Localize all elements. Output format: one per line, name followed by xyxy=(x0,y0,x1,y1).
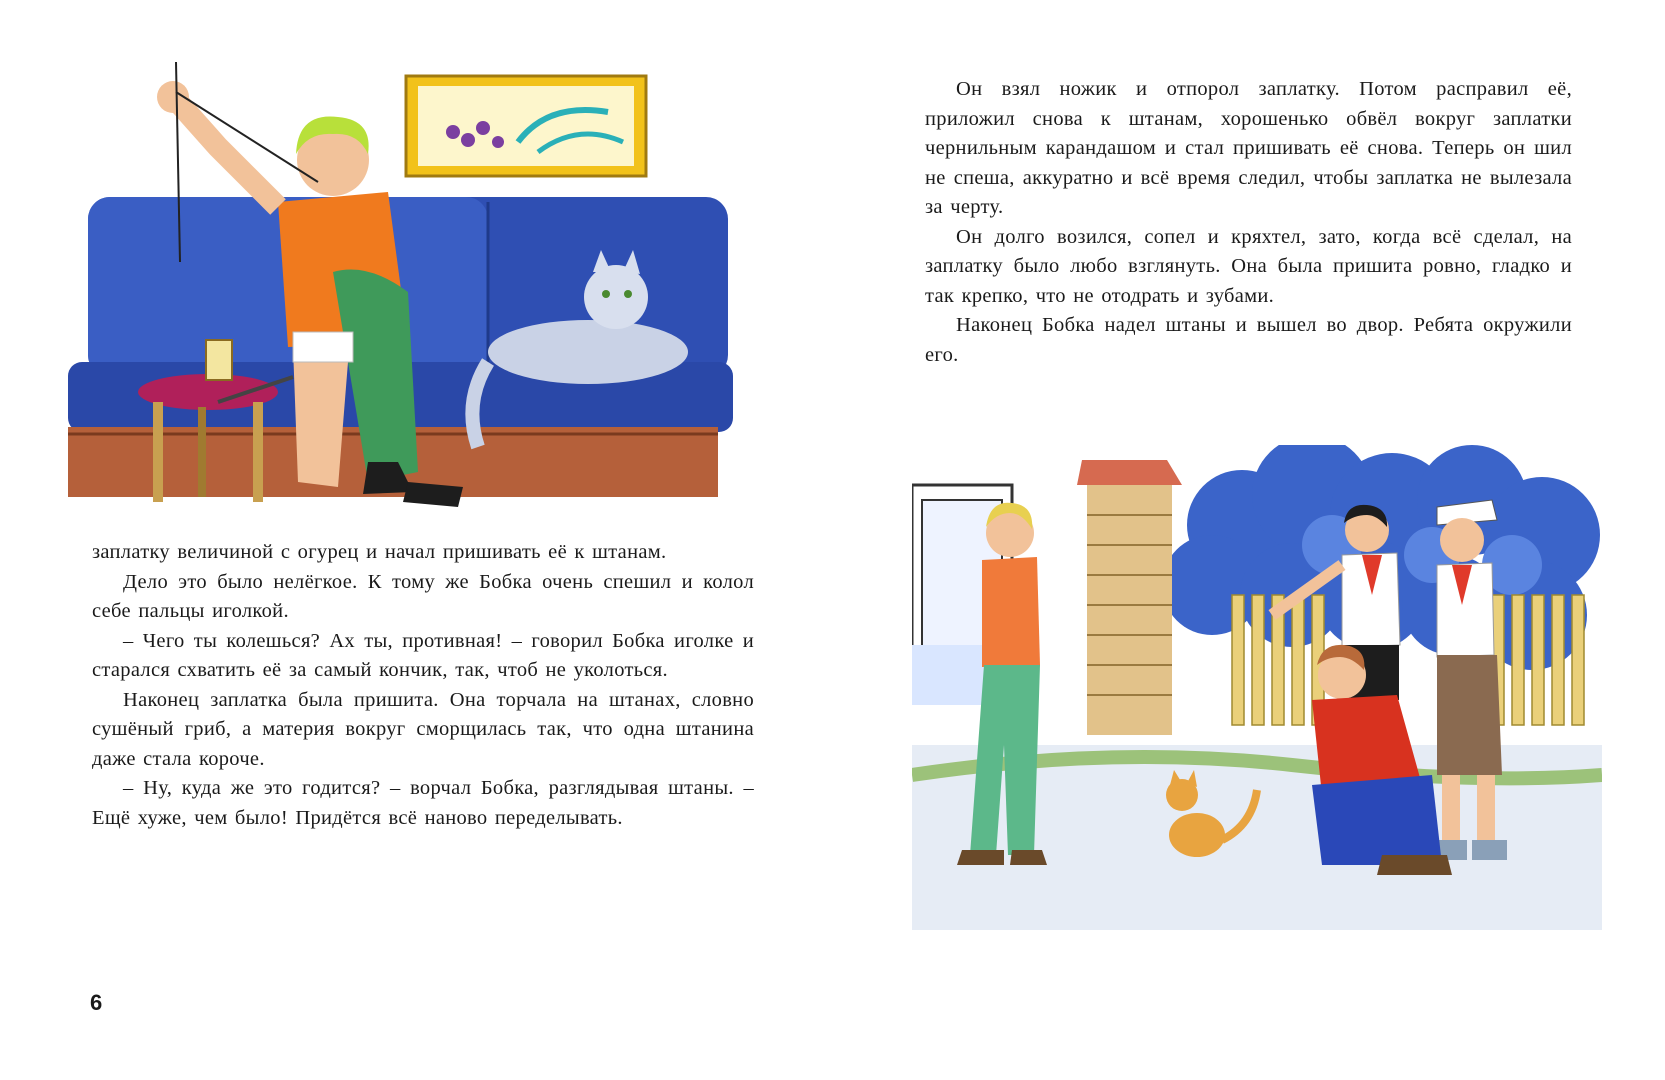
right-page-text xyxy=(925,75,1572,370)
shed xyxy=(1087,485,1172,735)
illustration-yard xyxy=(912,445,1602,930)
illustration-boy-sewing xyxy=(68,62,786,512)
left-page-text xyxy=(92,538,754,833)
paragraph: Дело это было нелёгкое. К тому же Бобка очень спешил и колол себе пальцы иголкой. xyxy=(92,570,754,622)
page-number: 6 xyxy=(90,990,103,1015)
left-page xyxy=(0,0,832,1080)
paragraph: Наконец Бобка надел штаны и вышел во двор. Ребята окружили его. xyxy=(925,314,1572,366)
cat xyxy=(488,320,688,384)
paragraph: – Ну, куда же это годится? – ворчал Бобка, разглядывая штаны. – Ещё хуже, чем было! Придётся всё наново переделывать. xyxy=(92,777,754,829)
paragraph: Он долго возился, сопел и кряхтел, зато, когда всё сделал, на заплатку было любо взглянуть. Она была пришита ровно, гладко и так крепко, что не отодрать и зубами. xyxy=(925,225,1572,307)
paragraph: Наконец заплатка была пришита. Она торчала на штанах, словно сушёный гриб, а материя вокруг сморщилась так, что одна штанина даже стала короче. xyxy=(92,688,754,770)
paragraph: заплатку величиной с огурец и начал пришивать её к штанам. xyxy=(92,541,667,563)
kitten xyxy=(1169,813,1225,857)
shed-roof xyxy=(1077,460,1182,485)
paragraph: – Чего ты колешься? Ах ты, противная! – говорил Бобка иголке и старался схватить её за самый кончик, так, чтоб не уколоться. xyxy=(92,629,754,681)
right-page xyxy=(832,0,1665,1080)
paragraph: Он взял ножик и отпорол заплатку. Потом расправил её, приложил снова к штанам, хорошенько обвёл вокруг заплатки чернильным карандашом и стал пришивать её снова. Теперь он шил не спеша, аккуратно и всё время следил, чтобы заплатка не вылезала за черту. xyxy=(925,78,1572,218)
